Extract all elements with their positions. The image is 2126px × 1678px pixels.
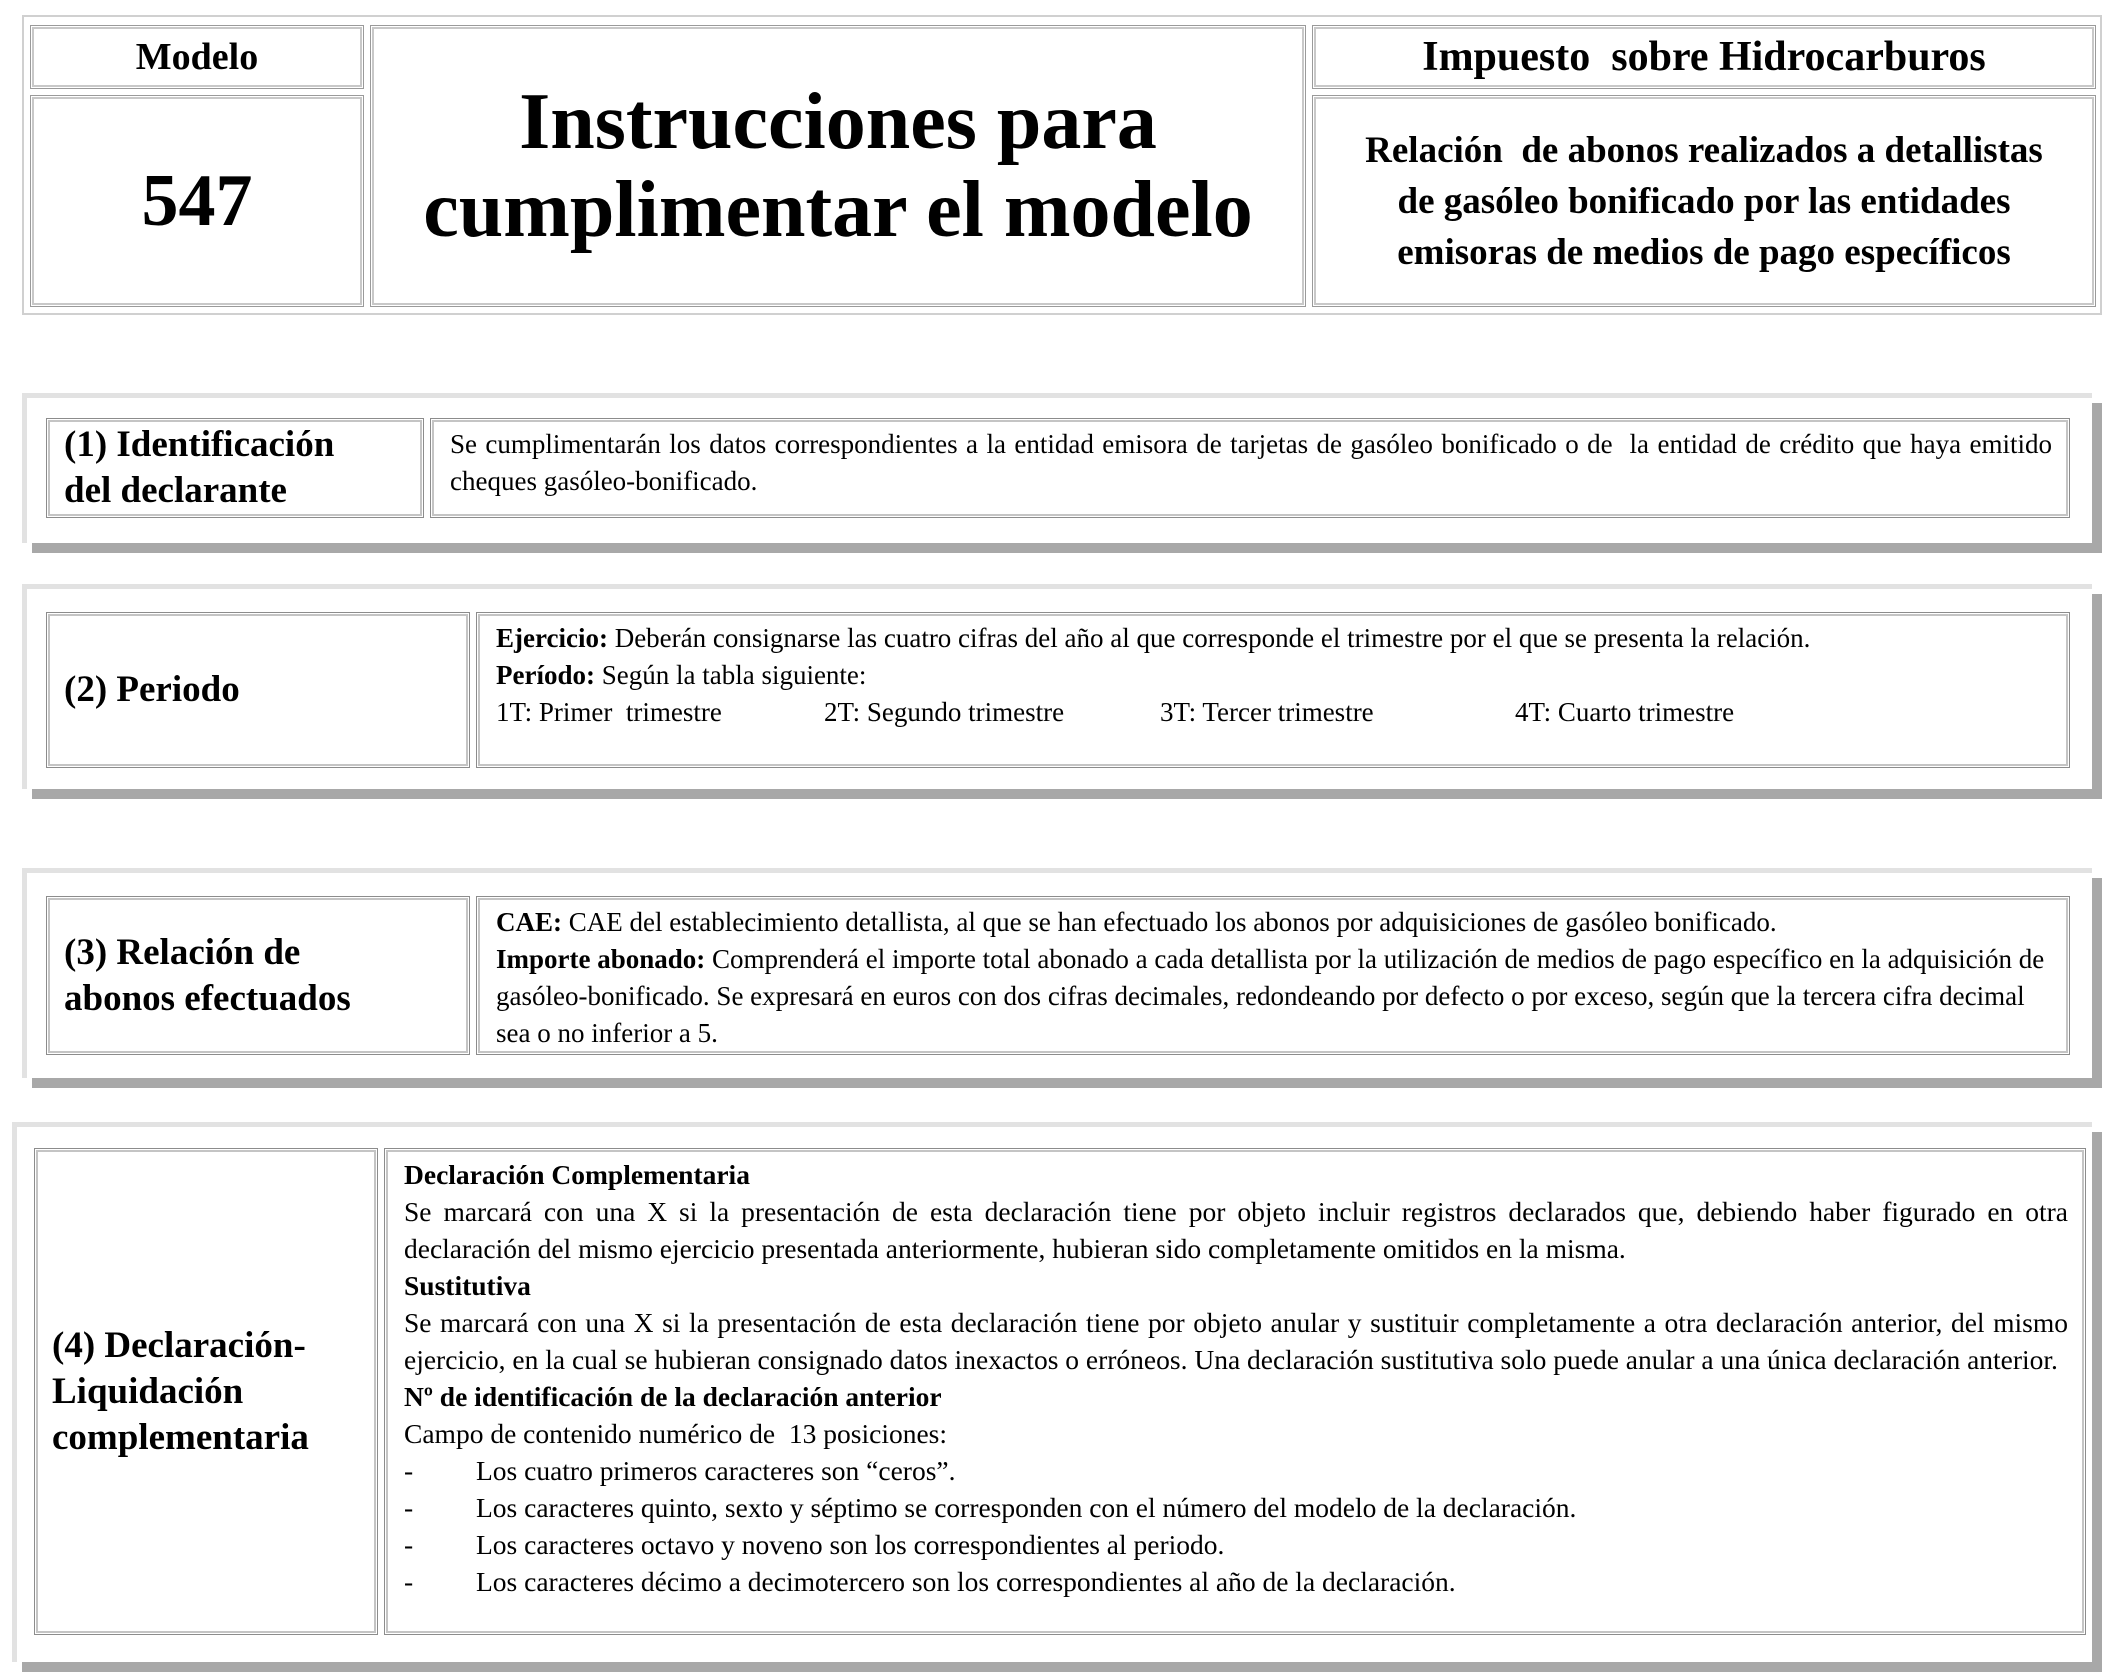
section-1-body	[432, 420, 2068, 516]
periodo-text: Según la tabla siguiente:	[594, 660, 867, 690]
numero-identificacion-text: Campo de contenido numérico de 13 posiciones:	[404, 1418, 948, 1449]
ejercicio-label: Ejercicio:	[496, 623, 608, 653]
section-4-label-line2: Liquidación	[52, 1370, 244, 1412]
importe-text: Comprenderá el importe total abonado a cada detallista por la utilización de medios de pago específico en la adquisición de gasóleo-bonificado. Se expresará en euros con dos cifras decimales, redondeando por defecto o por exceso, según que la tercera cifra decimal sea o no inferior a 5.	[496, 944, 2045, 1048]
list-dash: -	[404, 1529, 414, 1560]
section-1-text: Se cumplimentarán los datos correspondientes a la entidad emisora de tarjetas de gasóleo bonificado o de la entidad de crédito que haya emitido cheques gasóleo-bonificado.	[450, 429, 2059, 496]
section-4-body	[386, 1150, 2084, 1633]
section-1-label	[48, 420, 422, 516]
list-item-text: Los caracteres décimo a decimotercero son los correspondientes al año de la declaración.	[476, 1566, 1456, 1597]
section-3-label-line1: (3) Relación de	[64, 931, 301, 973]
page-title-line2: cumplimentar el modelo	[423, 166, 1253, 254]
list-dash: -	[404, 1492, 414, 1523]
periodo-paragraph	[496, 657, 2052, 694]
trimestre-2: 2T: Segundo trimestre	[824, 697, 1065, 727]
list-item-text: Los cuatro primeros caracteres son “ceros”.	[476, 1455, 956, 1486]
trimestre-1: 1T: Primer trimestre	[496, 697, 722, 727]
list-dash: -	[404, 1566, 414, 1597]
tax-name	[1314, 27, 2094, 87]
complementaria-text: Se marcará con una X si la presentación de esta declaración tiene por objeto incluir registros declarados que, debiendo haber figurado en otra declaración del mismo ejercicio presentada anteriormente, hubieran sido completamente omitidos en la misma.	[404, 1196, 2068, 1264]
trimestre-4: 4T: Cuarto trimestre	[1515, 697, 1735, 727]
sustitutiva-text: Se marcará con una X si la presentación de esta declaración tiene por objeto anular y sustituir completamente a otra declaración anterior, del mismo ejercicio, en la cual se hubieran consignado datos inexactos o erróneos. Una declaración sustitutiva solo puede anular a una única declaración anterior.	[404, 1307, 2068, 1375]
importe-label: Importe abonado:	[496, 944, 706, 974]
modelo-label	[32, 27, 362, 87]
section-1-label-line1: (1) Identificación	[64, 424, 335, 465]
section-4-label-line1: (4) Declaración-	[52, 1324, 306, 1366]
numero-identificacion-title: Nº de identificación de la declaración anterior	[404, 1381, 942, 1412]
modelo-label-text: Modelo	[135, 36, 259, 78]
section-3-label-line2: abonos efectuados	[64, 977, 351, 1019]
section-2-label-text: (2) Periodo	[64, 669, 240, 710]
section-2-body	[478, 614, 2068, 766]
ejercicio-paragraph	[496, 620, 2052, 657]
section-2-label	[48, 614, 468, 766]
list-item-text: Los caracteres quinto, sexto y séptimo se corresponden con el número del modelo de la declaración.	[476, 1492, 1577, 1523]
list-item	[404, 1489, 2068, 1526]
list-dash: -	[404, 1455, 414, 1486]
sustitutiva-title: Sustitutiva	[404, 1270, 531, 1301]
form-description-text: Relación de abonos realizados a detallistas de gasóleo bonificado por las entidades emisoras de medios de pago específicos	[1365, 129, 2053, 273]
complementaria-title: Declaración Complementaria	[404, 1159, 750, 1190]
ejercicio-text: Deberán consignarse las cuatro cifras del año al que corresponde el trimestre por el que se presenta la relación.	[607, 623, 1811, 653]
trimestres-row	[496, 694, 2052, 731]
page-title-line1: Instrucciones para	[519, 78, 1157, 166]
modelo-number-text: 547	[141, 159, 253, 242]
section-1-label-line2: del declarante	[64, 470, 287, 511]
periodo-label: Período:	[496, 660, 595, 690]
list-item	[404, 1563, 2068, 1600]
list-item	[404, 1452, 2068, 1489]
trimestre-3: 3T: Tercer trimestre	[1160, 697, 1374, 727]
modelo-number	[32, 97, 362, 305]
section-3-body	[478, 898, 2068, 1053]
cae-text: CAE del establecimiento detallista, al que se han efectuado los abonos por adquisiciones de gasóleo bonificado.	[562, 907, 1777, 937]
section-3-label	[48, 898, 468, 1053]
tax-name-text: Impuesto sobre Hidrocarburos	[1422, 34, 1986, 80]
list-item-text: Los caracteres octavo y noveno son los correspondientes al periodo.	[476, 1529, 1225, 1560]
list-item	[404, 1526, 2068, 1563]
section-4-label-line3: complementaria	[52, 1416, 309, 1458]
cae-paragraph	[496, 904, 2052, 941]
page-title	[372, 27, 1304, 305]
section-4-label	[36, 1150, 376, 1633]
cae-label: CAE:	[496, 907, 562, 937]
importe-paragraph	[496, 941, 2052, 1052]
form-description	[1314, 97, 2094, 305]
